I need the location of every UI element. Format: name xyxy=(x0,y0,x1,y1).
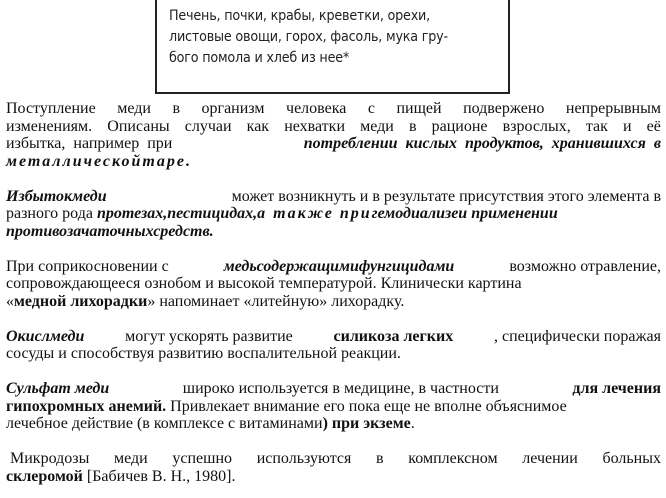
p3-line-1: При соприкосновении с медьсодержащимифунгицидами возможно отравление, xyxy=(6,257,661,275)
p3-line-2: сопровождающееся ознобом и высокой температурой. Клинически картина xyxy=(6,275,522,292)
article-body xyxy=(6,100,661,485)
p3-line-3: «медной лихорадки» напоминает «литейную» лихорадку. xyxy=(6,292,405,310)
food-sources-box xyxy=(155,0,512,96)
p2-line-3: противозачаточныхсредств. xyxy=(6,222,214,240)
paragraph-microdoses xyxy=(6,450,661,485)
p1-line-1: Поступление меди в организм человека с пищей подвержено непрерывным xyxy=(6,100,661,117)
food-sources-text xyxy=(155,0,510,94)
p1-line-3: избытка, например при потреблении кислых продуктов, хранившихся в xyxy=(6,135,661,152)
paragraph-copper-oxides xyxy=(6,328,661,363)
paragraph-fungicides xyxy=(6,258,661,311)
paragraph-copper-sulfate xyxy=(6,380,661,433)
p1-line-2: изменениям. Описаны случаи как нехватки меди в рационе взрослых, так и её xyxy=(6,117,661,135)
box-line-2: листовые овощи, горох, фасоль, мука гру- xyxy=(169,29,448,45)
p5-line-1: Сульфат меди широко используется в медицине, в частности для лечения xyxy=(6,380,661,397)
paragraph-copper-intake xyxy=(6,100,661,170)
paragraph-copper-excess xyxy=(6,188,661,241)
box-line-1: Печень, почки, крабы, креветки, орехи, xyxy=(169,8,430,24)
p5-line-2: гипохромных анемий. Привлекает внимание его пока еще не вполне объяснимое xyxy=(6,397,567,415)
box-line-3: бого помола и хлеб из нее* xyxy=(169,50,350,66)
p1-line-4: металлическойтаре. xyxy=(6,152,192,170)
p4-line-2: сосуды и способствуя развитию воспалительной реакции. xyxy=(6,345,401,362)
p6-line-1: Микродозы меди успешно используются в комплексном лечении больных xyxy=(6,450,661,467)
p6-line-2: склеромой [Бабичев В. Н., 1980]. xyxy=(6,467,236,485)
p2-line-2: разного рода протезах,пестицидах,а также пригемодиализеи применении xyxy=(6,205,558,222)
p4-line-1: Окислмеди могут ускорять развитие силикоза легких , специфически поражая xyxy=(6,327,661,345)
p2-line-1: Избытокмеди может возникнуть и в результате присутствия этого элемента в xyxy=(6,187,661,205)
p5-line-3: лечебное действие (в комплексе с витаминами) при экземе. xyxy=(6,415,415,432)
